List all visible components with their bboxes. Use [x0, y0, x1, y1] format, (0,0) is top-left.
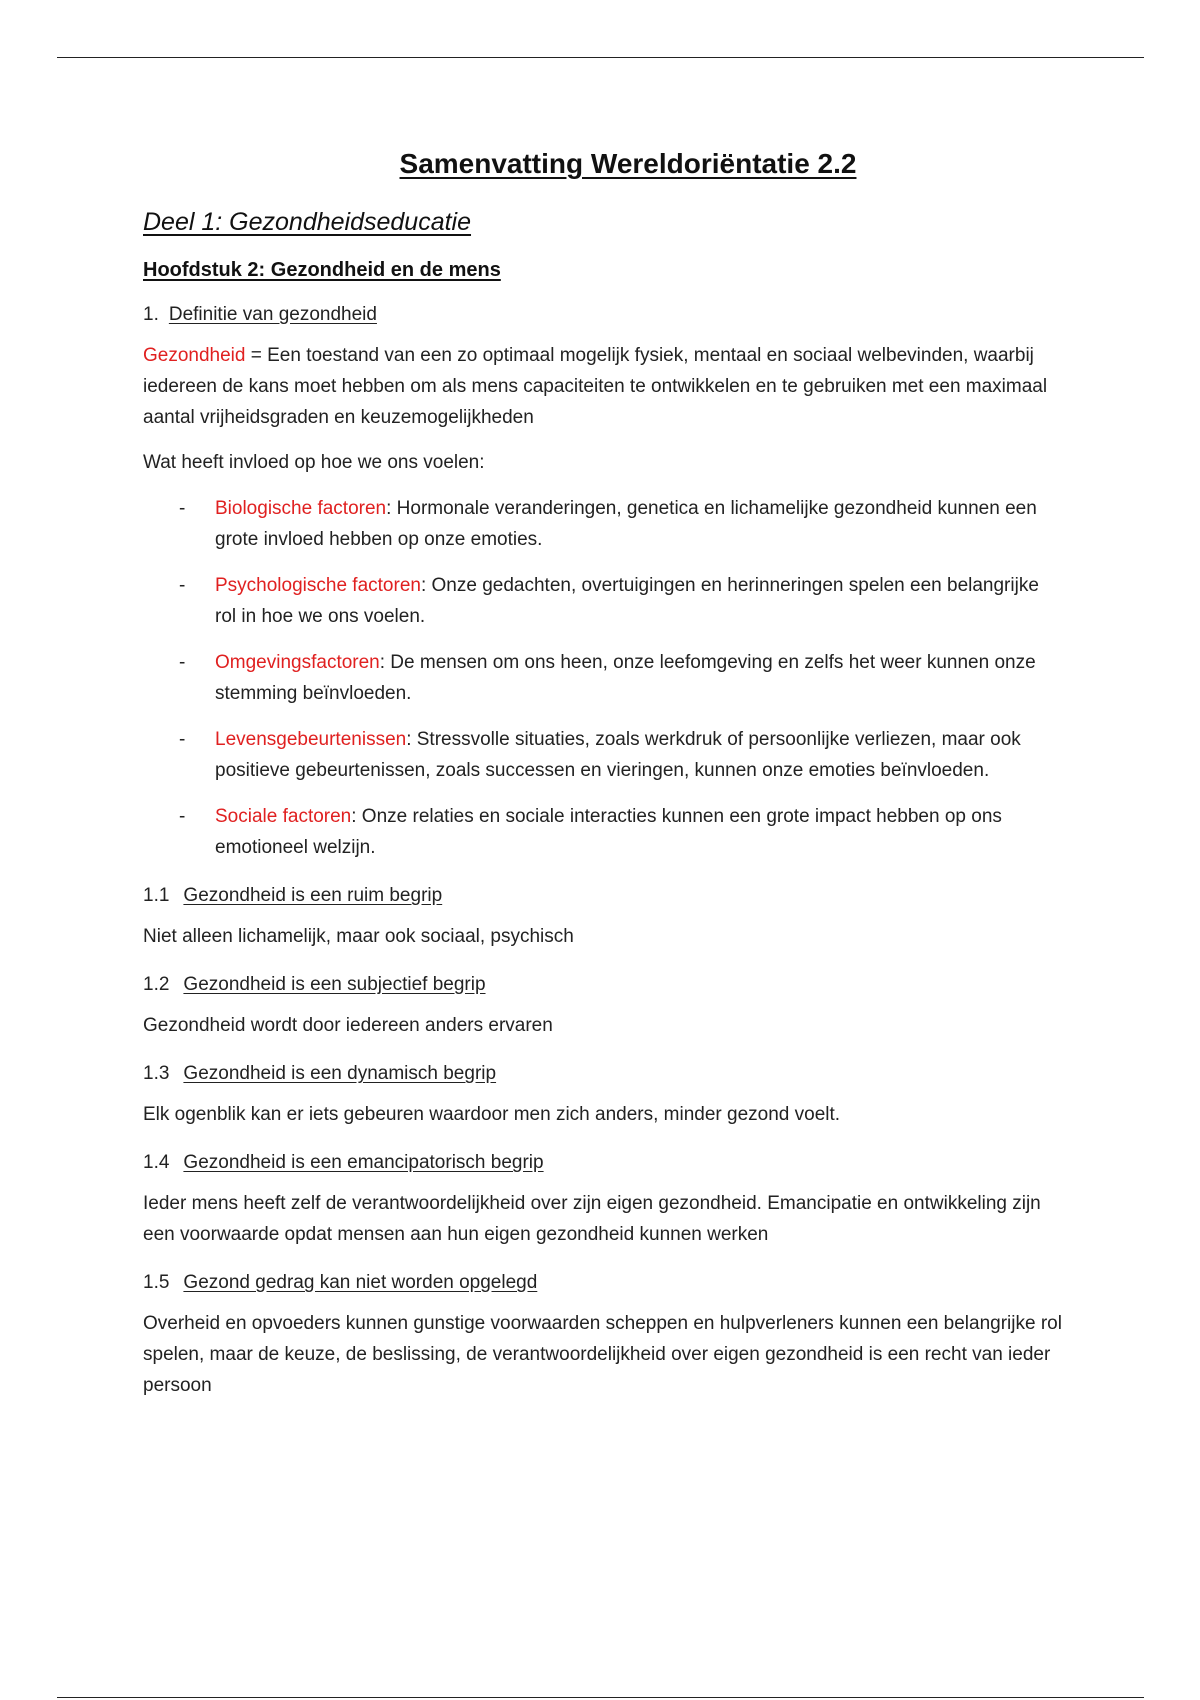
subsection-title: Gezondheid is een ruim begrip — [183, 885, 443, 906]
list-item — [143, 647, 1063, 709]
subsection-title: Gezondheid is een dynamisch begrip — [183, 1063, 497, 1084]
subsection-number: 1.3 — [143, 1063, 170, 1084]
subsection-text: Ieder mens heeft zelf de verantwoordelijkheid over zijn eigen gezondheid. Emancipatie en ontwikkeling zijn een voorwaarde opdat mensen aan hun eigen gezondheid kunnen werken — [143, 1193, 1041, 1245]
definition-term: Gezondheid — [143, 345, 246, 366]
subsection-text: Niet alleen lichamelijk, maar ook sociaal, psychisch — [143, 926, 574, 947]
factor-term: Biologische factoren — [215, 498, 387, 519]
factor-text: : De mensen om ons heen, onze leefomgeving en zelfs het weer kunnen onze stemming beïnvloeden. — [215, 652, 1036, 704]
part-heading: Deel 1: Gezondheidseducatie — [143, 208, 472, 236]
list-item — [143, 493, 1063, 555]
subsection-text: Elk ogenblik kan er iets gebeuren waardoor men zich anders, minder gezond voelt. — [143, 1104, 841, 1125]
factor-text: : Hormonale veranderingen, genetica en lichamelijke gezondheid kunnen een grote invloed hebben op onze emoties. — [215, 498, 1037, 550]
subsection-number: 1.5 — [143, 1272, 170, 1293]
definition-text: = Een toestand van een zo optimaal mogelijk fysiek, mentaal en sociaal welbevinden, waarbij iedereen de kans moet hebben om als mens capaciteiten te ontwikkelen en te gebruiken met een maximaal aantal vrijheidsgraden en keuzemogelijkheden — [143, 345, 1048, 428]
factor-term: Psychologische factoren — [215, 575, 421, 596]
subsection-text: Overheid en opvoeders kunnen gunstige voorwaarden scheppen en hulpverleners kunnen een belangrijke rol spelen, maar de keuze, de beslissing, de verantwoordelijkheid over eigen gezondheid is een recht van ieder persoon — [143, 1313, 1062, 1396]
dash-bullet: - — [179, 652, 186, 673]
dash-bullet: - — [179, 806, 186, 827]
influence-question: Wat heeft invloed op hoe we ons voelen: — [143, 452, 485, 473]
subsection-heading-1-2 — [143, 974, 1063, 996]
subsection-heading-1-1 — [143, 885, 1063, 907]
dash-bullet: - — [179, 498, 186, 519]
header-rule — [57, 57, 1144, 58]
section-heading-1 — [143, 304, 1063, 326]
document-body — [143, 140, 1063, 1401]
definition-paragraph — [143, 340, 1063, 433]
subsection-number: 1.1 — [143, 885, 170, 906]
list-item — [143, 801, 1063, 863]
chapter-heading: Hoofdstuk 2: Gezondheid en de mens — [143, 259, 501, 281]
subsection-number: 1.2 — [143, 974, 170, 995]
subsection-text: Gezondheid wordt door iedereen anders ervaren — [143, 1015, 553, 1036]
list-item — [143, 570, 1063, 632]
factor-term: Levensgebeurtenissen — [215, 729, 407, 750]
factor-text: : Stressvolle situaties, zoals werkdruk of persoonlijke verliezen, maar ook positieve gebeurtenissen, zoals successen en vieringen, kunnen onze emoties beïnvloeden. — [215, 729, 1021, 781]
factor-term: Sociale factoren — [215, 806, 352, 827]
subsection-heading-1-5 — [143, 1272, 1063, 1294]
subsection-heading-1-3 — [143, 1063, 1063, 1085]
subsection-title: Gezondheid is een subjectief begrip — [183, 974, 486, 995]
section-number: 1. — [143, 304, 159, 325]
factor-list — [143, 493, 1063, 863]
factor-text: : Onze gedachten, overtuigingen en herinneringen spelen een belangrijke rol in hoe we ons voelen. — [215, 575, 1039, 627]
document-title: Samenvatting Wereldoriëntatie 2.2 — [399, 148, 857, 179]
subsection-number: 1.4 — [143, 1152, 170, 1173]
subsection-title: Gezond gedrag kan niet worden opgelegd — [183, 1272, 538, 1293]
list-item — [143, 724, 1063, 786]
subsection-heading-1-4 — [143, 1152, 1063, 1174]
factor-text: : Onze relaties en sociale interacties kunnen een grote impact hebben op ons emotioneel welzijn. — [215, 806, 1002, 858]
section-title: Definitie van gezondheid — [168, 304, 377, 325]
factor-term: Omgevingsfactoren — [215, 652, 380, 673]
dash-bullet: - — [179, 575, 186, 596]
footer-rule — [57, 1697, 1144, 1698]
dash-bullet: - — [179, 729, 186, 750]
subsection-title: Gezondheid is een emancipatorisch begrip — [183, 1152, 544, 1173]
